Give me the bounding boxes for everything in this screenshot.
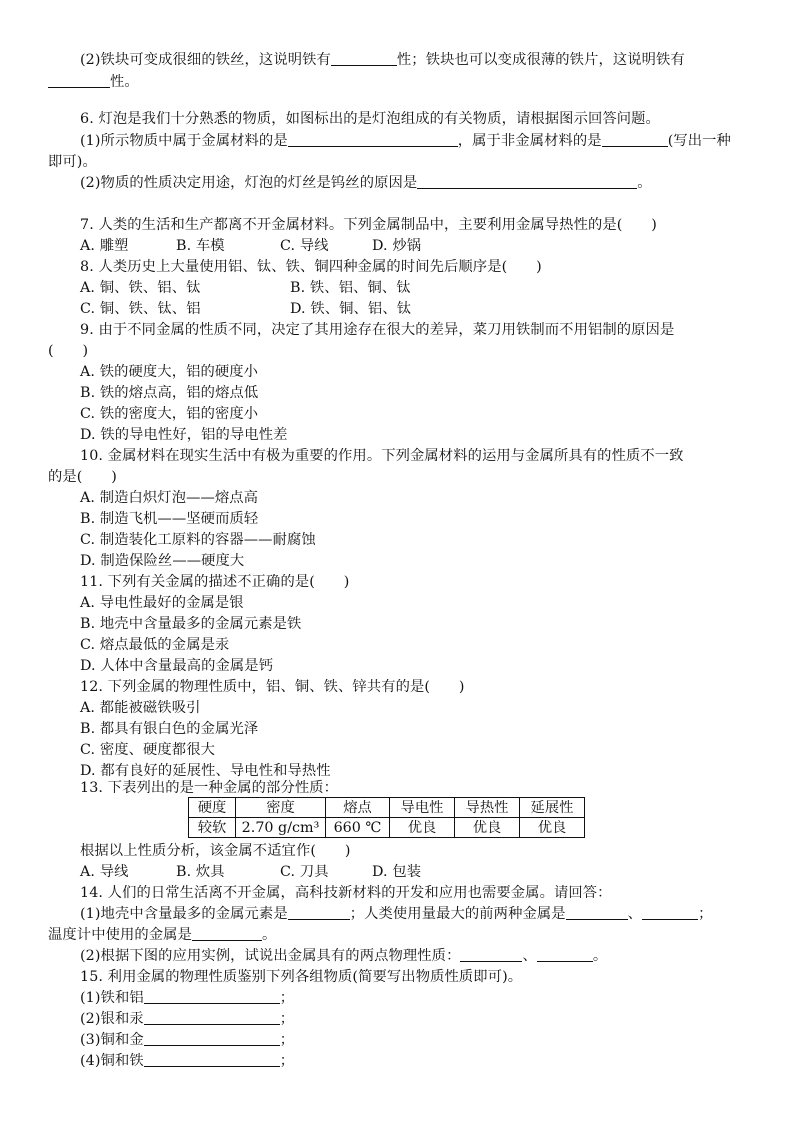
q11-option-a[interactable]: A. 导电性最好的金属是银 [80,595,244,611]
q10-option-d[interactable]: D. 制造保险丝——硬度大 [80,553,245,569]
option-a[interactable]: A. 雕塑 [80,238,129,254]
answer-blank[interactable] [192,925,262,941]
q14-text: 、 [522,948,537,964]
answer-blank[interactable] [537,946,593,962]
q6-part2 [80,173,785,193]
q14-text: ；人类使用量最大的前两种金属是 [349,906,566,922]
q10-option-a[interactable]: A. 制造白炽灯泡——熔点高 [80,490,259,506]
answer-blank[interactable] [288,131,458,147]
q14-text: 温度计中使用的金属是 [48,927,192,943]
q10-option-b[interactable]: B. 制造飞机——坚硬而质轻 [80,511,259,527]
q14-text: 、 [627,906,643,922]
q11-stem: 11. 下列有关金属的描述不正确的是( ) [80,574,350,590]
option-d[interactable]: D. 包装 [372,864,422,880]
q12-stem: 12. 下列金属的物理性质中，铝、铜、铁、锌共有的是( ) [80,679,465,695]
q9-stem: 9. 由于不同金属的性质不同，决定了其用途存在很大的差异，菜刀用铁制而不用铝制的原因是 [80,322,675,338]
table-cell: 660 ℃ [326,818,390,838]
q15-stem: 15. 利用金属的物理性质鉴别下列各组物质(简要写出物质性质即可)。 [80,969,523,985]
q10-stem: 10. 金属材料在现实生活中有极为重要的作用。下列金属材料的运用与金属所具有的性质不一致 [80,448,684,464]
option-d[interactable]: D. 炒锅 [372,238,422,254]
q15-text: ； [279,1053,295,1069]
answer-blank[interactable] [602,131,668,147]
q9-option-c[interactable]: C. 铁的密度大，铝的密度小 [80,406,259,422]
table-header-row [189,798,585,818]
q5-part2-line2 [48,72,753,92]
q15-item-label: (2)银和汞 [80,1011,144,1027]
table-header-cell: 导电性 [390,798,455,818]
q8-options-row2 [80,299,785,319]
q15-item-label: (3)铜和金 [80,1032,144,1048]
q12-option-a[interactable]: A. 都能被磁铁吸引 [80,700,201,716]
q15-item-1 [80,988,785,1008]
option-d[interactable]: D. 铁、铜、铝、钛 [290,301,412,317]
q15-item-label: (1)铁和铝 [80,990,144,1006]
option-b[interactable]: B. 铁、铝、铜、钛 [290,280,411,296]
q15-text: ； [279,990,295,1006]
option-c[interactable]: C. 铜、铁、钛、铝 [80,301,201,317]
answer-blank[interactable] [144,1030,280,1046]
q14-text: (2)根据下图的应用实例，试说出金属具有的两点物理性质： [80,948,461,964]
table-cell: 优良 [520,818,585,838]
option-b[interactable]: B. 炊具 [176,864,225,880]
q12-option-d[interactable]: D. 都有良好的延展性、导电性和导热性 [80,763,331,779]
answer-blank[interactable] [331,50,397,66]
q14-text: ； [698,906,713,922]
table-header-cell: 密度 [236,798,326,818]
q10-stem-cont: 的是( ) [48,469,117,485]
q6-part1-line2: 即可)。 [48,154,97,170]
q15-item-2 [80,1009,785,1029]
answer-blank[interactable] [144,1051,280,1067]
answer-blank[interactable] [460,946,522,962]
answer-blank[interactable] [566,904,628,920]
table-cell: 较软 [189,818,236,838]
q6-part1-line1 [80,131,785,151]
q7-options [80,236,785,256]
q14-part1-line1 [80,904,785,924]
option-c[interactable]: C. 导线 [280,238,329,254]
table-cell: 2.70 g/cm³ [236,818,326,838]
q6-text: (2)物质的性质决定用途，灯泡的灯丝是钨丝的原因是 [80,175,418,191]
q8-stem: 8. 人类历史上大量使用铝、钛、铁、铜四种金属的时间先后顺序是( ) [80,259,542,275]
answer-blank[interactable] [417,173,637,189]
q14-text: (1)地壳中含量最多的金属元素是 [80,906,288,922]
table-cell: 优良 [390,818,455,838]
q5-part2-line1 [80,50,785,70]
q6-text: 。 [637,175,652,191]
q9-option-a[interactable]: A. 铁的硬度大，铝的硬度小 [80,364,259,380]
q6-text: (1)所示物质中属于金属材料的是 [80,133,288,149]
q5-part2-text: 性；铁块也可以变成很薄的铁片，这说明铁有 [396,52,685,68]
q11-option-d[interactable]: D. 人体中含量最高的金属是钙 [80,658,274,674]
q15-text: ； [279,1011,295,1027]
option-a[interactable]: A. 导线 [80,864,129,880]
answer-blank[interactable] [144,988,280,1004]
table-row [189,818,585,838]
q15-item-3 [80,1030,785,1050]
q6-text: ，属于非金属材料的是 [457,133,602,149]
q7-stem: 7. 人类的生活和生产都离不开金属材料。下列金属制品中，主要利用金属导热性的是( ) [80,217,657,233]
table-header-cell: 延展性 [520,798,585,818]
q8-options-row1 [80,278,785,298]
q12-option-c[interactable]: C. 密度、硬度都很大 [80,742,215,758]
q14-text: 。 [261,927,277,943]
q6-text: (写出一种 [667,133,731,149]
q12-option-b[interactable]: B. 都具有银白色的金属光泽 [80,721,259,737]
q14-part2 [80,946,785,966]
q15-text: ； [279,1032,295,1048]
answer-blank[interactable] [48,72,110,88]
q14-text: 。 [592,948,608,964]
q14-part1-line2 [48,925,753,945]
table-header-cell: 熔点 [326,798,390,818]
table-header-cell: 硬度 [189,798,236,818]
answer-blank[interactable] [642,904,698,920]
answer-blank[interactable] [288,904,350,920]
option-b[interactable]: B. 车模 [176,238,225,254]
q14-stem: 14. 人们的日常生活离不开金属，高科技新材料的开发和应用也需要金属。请回答： [80,885,612,901]
q9-stem-cont: ( ) [48,343,89,359]
option-c[interactable]: C. 刀具 [280,864,329,880]
q13-stem: 13. 下表列出的是一种金属的部分性质： [80,780,339,796]
q13-options [80,862,785,882]
metal-properties-table [188,797,585,838]
q6-stem: 6. 灯泡是我们十分熟悉的物质，如图标出的是灯泡组成的有关物质，请根据图示回答问题。 [80,111,660,127]
q9-option-b[interactable]: B. 铁的熔点高，铝的熔点低 [80,385,259,401]
q15-item-label: (4)铜和铁 [80,1053,144,1069]
q11-option-c[interactable]: C. 熔点最低的金属是汞 [80,637,230,653]
q5-part2-text: 性。 [110,74,139,90]
q13-question: 根据以上性质分析，该金属不适宜作( ) [80,843,351,859]
table-header-cell: 导热性 [455,798,520,818]
table-cell: 优良 [455,818,520,838]
q10-option-c[interactable]: C. 制造装化工原料的容器——耐腐蚀 [80,532,316,548]
q11-option-b[interactable]: B. 地壳中含量最多的金属元素是铁 [80,616,302,632]
answer-blank[interactable] [144,1009,280,1025]
q15-item-4 [80,1051,785,1071]
q9-option-d[interactable]: D. 铁的导电性好，铝的导电性差 [80,427,288,443]
q5-part2-text: (2)铁块可变成很细的铁丝，这说明铁有 [80,52,331,68]
option-a[interactable]: A. 铜、铁、铝、钛 [80,280,201,296]
